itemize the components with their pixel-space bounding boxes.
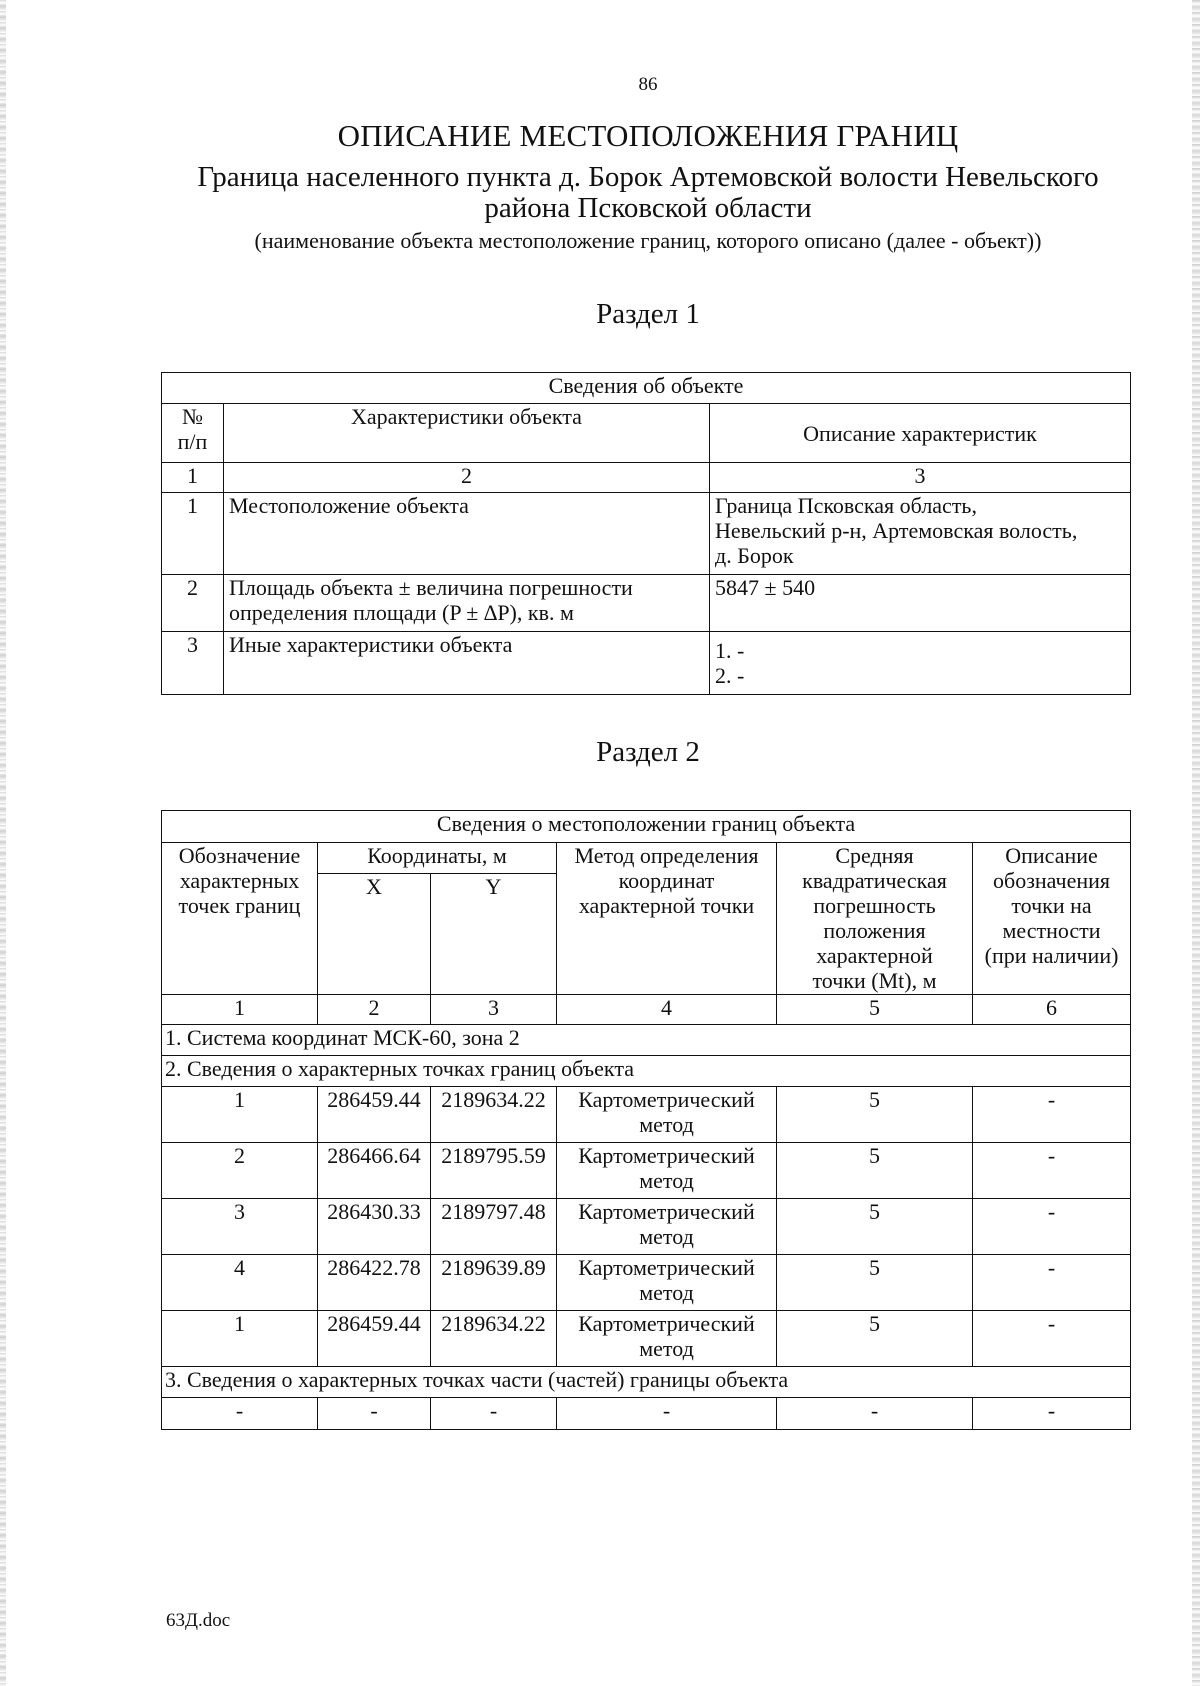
table-caption: Сведения о местоположении границ объекта [162,811,1131,843]
scan-edge-left [0,0,6,1686]
name-line: определения площади (P ± ∆P), кв. м [229,600,574,625]
point-method [557,1143,777,1199]
table-row [162,1087,1131,1143]
point-description: - [973,1199,1131,1255]
column-number: 2 [318,995,431,1025]
method-line: метод [639,1112,694,1137]
value-line: 1. - [715,638,745,663]
table-row [162,1199,1131,1255]
header-line: погрешность [813,893,936,918]
section-2-heading: Раздел 2 [596,736,700,768]
table-row [162,1143,1131,1199]
page-number: 86 [638,74,658,95]
parts-cell: - [557,1398,777,1430]
name-line: Площадь объекта ± величина погрешности [229,575,633,600]
value-line: Невельский р-н, Артемовская волость, [715,518,1078,543]
header-point-description [973,843,1131,995]
header-designation [162,843,318,995]
point-y: 2189634.22 [431,1087,557,1143]
row-name: Местоположение объекта [224,493,710,575]
column-number: 3 [431,995,557,1025]
header-line: Средняя [835,843,914,868]
header-line: Описание [1005,843,1098,868]
table-header-row [162,404,1131,463]
table-row [162,632,1131,695]
point-y: 2189795.59 [431,1143,557,1199]
table-caption: Сведения об объекте [162,373,1131,404]
header-line: точки (Mt), м [812,968,937,993]
method-line: метод [639,1280,694,1305]
header-line: точки на [1011,893,1092,918]
header-description: Описание характеристик [710,404,1131,463]
header-line: положения [823,918,926,943]
column-number: 1 [162,463,224,493]
table-row [162,1255,1131,1311]
method-line: Картометрический [578,1255,755,1280]
header-line: характерной [816,943,933,968]
section-1-heading: Раздел 1 [596,298,700,330]
row-value: 5847 ± 540 [710,575,1131,632]
parts-cell: - [777,1398,973,1430]
column-number: 4 [557,995,777,1025]
point-x: 286459.44 [318,1311,431,1367]
row-value [710,493,1131,575]
footer-file-name: 63Д.doc [166,1610,231,1631]
header-number-line: № [182,404,203,429]
point-mt: 5 [777,1143,973,1199]
method-line: Картометрический [578,1199,755,1224]
header-line: (при наличии) [984,943,1119,968]
point-id: 3 [162,1199,318,1255]
point-id: 1 [162,1087,318,1143]
point-description: - [973,1255,1131,1311]
coordinate-system: 1. Система координат МСК-60, зона 2 [162,1025,1131,1056]
column-number-row [162,995,1131,1025]
point-id: 1 [162,1311,318,1367]
method-line: метод [639,1336,694,1361]
header-coordinates: Координаты, м [318,843,557,874]
table-row [162,575,1131,632]
document-title: ОПИСАНИЕ МЕСТОПОЛОЖЕНИЯ ГРАНИЦ [337,118,959,153]
table-row [162,493,1131,575]
header-line: характерных [179,868,300,893]
row-name: Иные характеристики объекта [224,632,710,695]
table-caption-row [162,373,1131,404]
header-mean-error [777,843,973,995]
column-number-row [162,463,1131,493]
parts-cell: - [162,1398,318,1430]
column-number: 5 [777,995,973,1025]
column-number: 3 [710,463,1131,493]
point-id: 4 [162,1255,318,1311]
header-line: точек границ [178,893,301,918]
table-row [162,1398,1131,1430]
column-number: 2 [224,463,710,493]
points-section-row [162,1056,1131,1087]
point-y: 2189797.48 [431,1199,557,1255]
header-number-line: п/п [177,429,208,454]
row-name [224,575,710,632]
table-row [162,1311,1131,1367]
document-subtitle [160,162,1136,224]
row-number: 1 [162,493,224,575]
value-line: д. Борок [715,543,794,568]
point-x: 286422.78 [318,1255,431,1311]
coordinate-system-row [162,1025,1131,1056]
row-number: 3 [162,632,224,695]
subtitle-line: района Псковской области [484,192,812,224]
point-x: 286466.64 [318,1143,431,1199]
header-y: Y [431,874,557,995]
point-mt: 5 [777,1311,973,1367]
method-line: метод [639,1168,694,1193]
row-number: 2 [162,575,224,632]
parts-cell: - [431,1398,557,1430]
point-y: 2189634.22 [431,1311,557,1367]
points-section-title: 2. Сведения о характерных точках границ объекта [162,1056,1131,1087]
header-method [557,843,777,995]
point-mt: 5 [777,1087,973,1143]
value-line: Граница Псковская область, [715,493,977,518]
title-note: (наименование объекта местоположение границ, которого описано (далее - объект)) [254,228,1042,253]
parts-cell: - [973,1398,1131,1430]
method-line: Картометрический [578,1311,755,1336]
scan-edge-right [1192,0,1200,1686]
point-method [557,1087,777,1143]
method-line: метод [639,1224,694,1249]
header-line: обозначения [993,868,1111,893]
point-x: 286430.33 [318,1199,431,1255]
point-y: 2189639.89 [431,1255,557,1311]
method-line: Картометрический [578,1143,755,1168]
point-x: 286459.44 [318,1087,431,1143]
header-characteristics: Характеристики объекта [224,404,710,463]
header-line: местности [1002,918,1101,943]
header-x: X [318,874,431,995]
method-line: Картометрический [578,1087,755,1112]
column-number: 1 [162,995,318,1025]
header-number [162,404,224,463]
header-line: Метод определения [574,843,759,868]
point-description: - [973,1143,1131,1199]
parts-cell: - [318,1398,431,1430]
header-line: Обозначение [178,843,301,868]
subtitle-line: Граница населенного пункта д. Борок Артемовской волости Невельского [197,161,1099,193]
point-method [557,1255,777,1311]
header-line: квадратическая [802,868,947,893]
point-id: 2 [162,1143,318,1199]
column-number: 6 [973,995,1131,1025]
point-method [557,1311,777,1367]
parts-section-row [162,1367,1131,1398]
parts-section-title: 3. Сведения о характерных точках части (частей) границы объекта [162,1367,1131,1398]
boundary-points-table [161,810,1131,1430]
header-line: координат [618,868,715,893]
point-mt: 5 [777,1255,973,1311]
point-description: - [973,1311,1131,1367]
point-method [557,1199,777,1255]
header-line: характерной точки [578,893,755,918]
point-mt: 5 [777,1199,973,1255]
table-header-row [162,843,1131,874]
value-line: 2. - [715,663,745,688]
object-info-table [161,372,1131,695]
table-caption-row [162,811,1131,843]
point-description: - [973,1087,1131,1143]
row-value [710,632,1131,695]
